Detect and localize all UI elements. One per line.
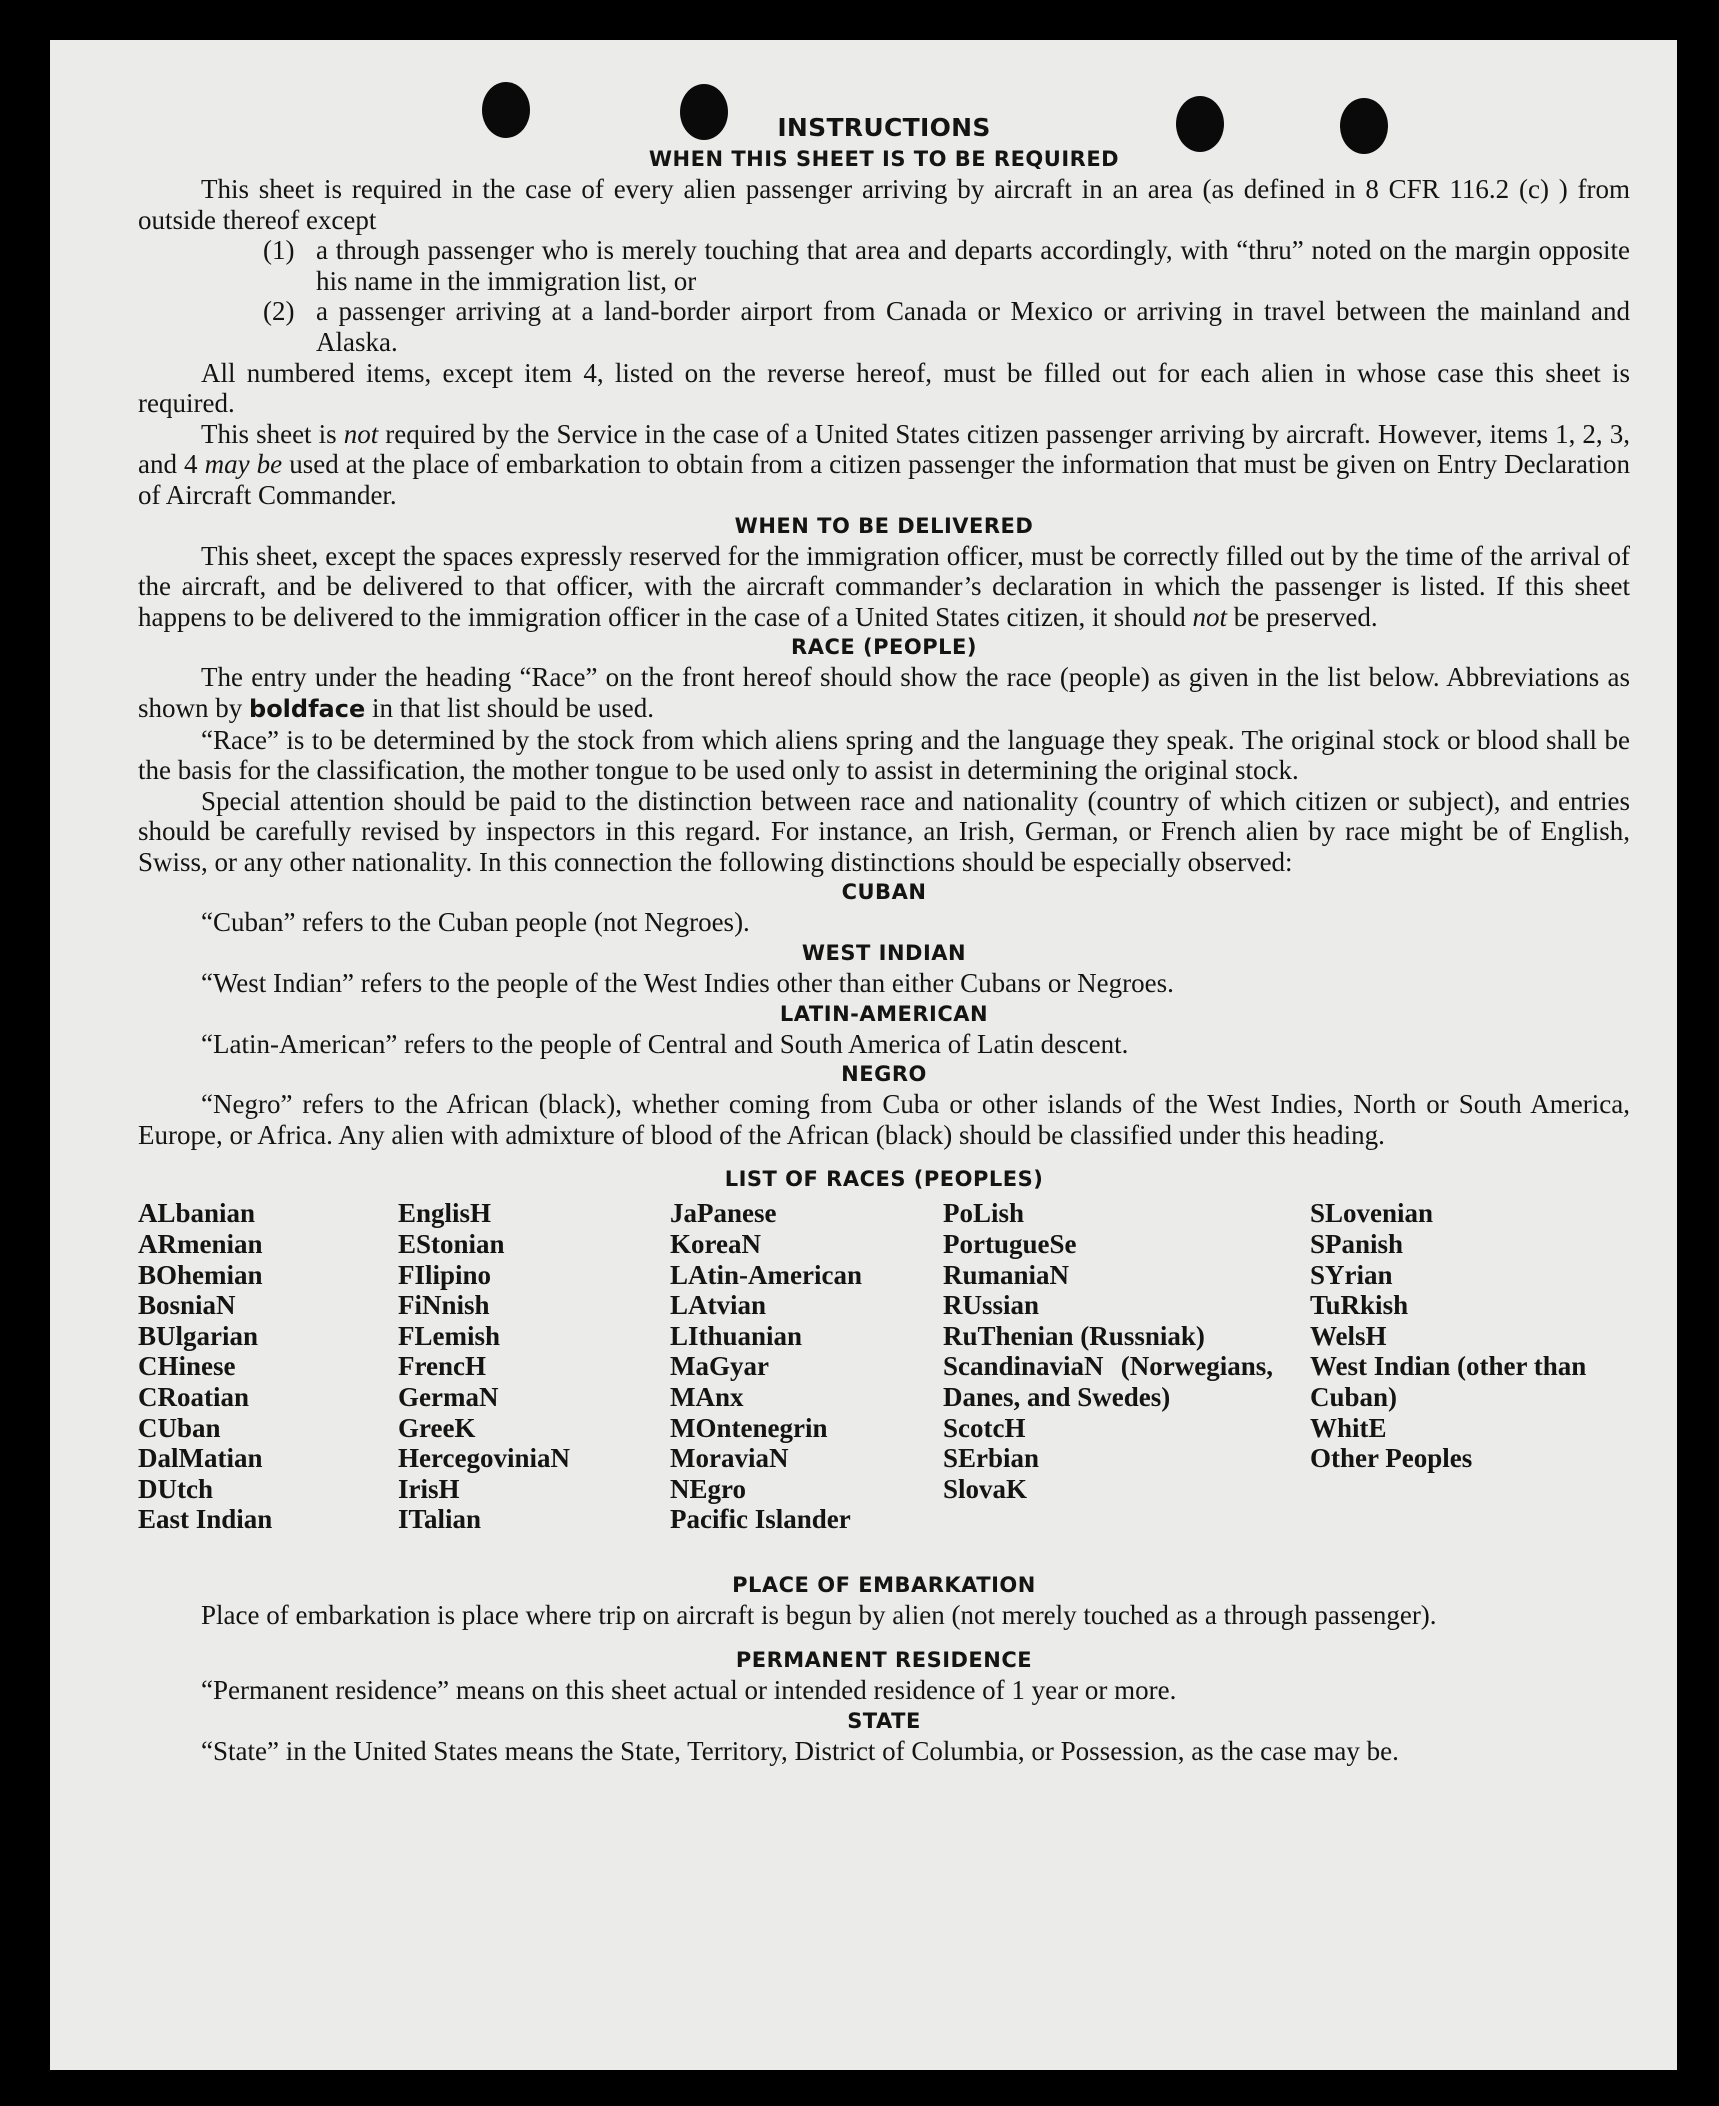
race-item: FIlipino bbox=[398, 1259, 492, 1290]
race-item: LAtvian bbox=[670, 1290, 767, 1321]
document-sheet bbox=[50, 40, 1677, 2070]
race-item: FrencH bbox=[398, 1351, 486, 1382]
race-item: LIthuanian bbox=[670, 1320, 803, 1351]
race-item: WelsH bbox=[1310, 1320, 1387, 1351]
list-item bbox=[138, 235, 1630, 296]
race-item: ARmenian bbox=[138, 1229, 263, 1260]
paragraph: Special attention should be paid to the distinction between race and nationality (country of which citizen or subject), and entries should be carefully revised by inspectors in this regard. For instance, an Irish, German, or French alien by race might be of English, Swiss, or any other nationality. In this connection the following distinctions should be especially observed: bbox=[138, 785, 1630, 877]
race-item: TuRkish bbox=[1310, 1290, 1409, 1321]
emphasis: not bbox=[343, 418, 379, 449]
race-item: BUlgarian bbox=[138, 1320, 259, 1351]
race-item: SLovenian bbox=[1310, 1198, 1434, 1229]
race-item: EnglisH bbox=[398, 1198, 492, 1229]
paragraph: “Cuban” refers to the Cuban people (not Negroes). bbox=[201, 907, 750, 938]
race-item: CUban bbox=[138, 1412, 221, 1443]
text-run: required by the Service in the case of a United States citizen passenger arriving by aircraft. However, items 1, 2, 3, and 4 bbox=[138, 418, 1630, 480]
section-title-permanent-residence: PERMANENT RESIDENCE bbox=[735, 1648, 1033, 1673]
race-item: Pacific Islander bbox=[670, 1504, 851, 1535]
race-item: GermaN bbox=[398, 1382, 499, 1412]
race-item: NEgro bbox=[670, 1473, 747, 1504]
item-text: a passenger arriving at a land-border airport from Canada or Mexico or arriving in travel between the mainland and Alaska. bbox=[316, 296, 1630, 357]
paragraph: “West Indian” refers to the people of the West Indies other than either Cubans or Negroes. bbox=[201, 968, 1174, 999]
text-run: This sheet, except the spaces expressly reserved for the immigration officer, must be correctly filled out by the time of the arrival of the aircraft, and be delivered to that officer, with the aircraft commander’s declaration in which the passenger is listed. If this sheet happens to be delivered to the immigration officer in the case of a United States citizen, it should bbox=[138, 540, 1630, 632]
race-item: FLemish bbox=[398, 1320, 501, 1351]
emphasis: may be bbox=[204, 449, 283, 480]
item-number: (2) bbox=[263, 296, 295, 327]
paragraph: “Permanent residence” means on this sheet actual or intended residence of 1 year or more. bbox=[201, 1675, 1177, 1706]
race-item: DalMatian bbox=[138, 1443, 263, 1474]
race-item: KoreaN bbox=[670, 1229, 761, 1260]
race-item: CHinese bbox=[138, 1351, 236, 1382]
instructions-content bbox=[138, 112, 1630, 1766]
race-item: MoraviaN bbox=[670, 1443, 789, 1474]
paragraph: This sheet is required in the case of every alien passenger arriving by aircraft in an area (as defined in 8 CFR 116.2 (c) ) from outside thereof except bbox=[138, 174, 1630, 235]
page-title: INSTRUCTIONS bbox=[777, 113, 991, 142]
race-item-text: ScandinaviaN (Norwegians, Danes, and Swedes) bbox=[943, 1351, 1273, 1412]
race-item: MaGyar bbox=[670, 1351, 769, 1382]
list-item bbox=[138, 296, 1630, 357]
race-column-4 bbox=[943, 1198, 1273, 1504]
race-item: PoLish bbox=[943, 1198, 1025, 1229]
race-column-1 bbox=[138, 1198, 388, 1535]
race-item: East Indian bbox=[138, 1504, 273, 1535]
race-item: ScotcH bbox=[943, 1412, 1026, 1443]
race-item: RuThenian (Russniak) bbox=[943, 1320, 1205, 1351]
race-item: CRoatian bbox=[138, 1382, 250, 1412]
race-item: SErbian bbox=[943, 1443, 1040, 1474]
paragraph: Place of embarkation is place where trip on aircraft is begun by alien (not merely touched as a through passenger). bbox=[201, 1600, 1437, 1631]
race-item: RumaniaN bbox=[943, 1259, 1070, 1290]
item-text: a through passenger who is merely touching that area and departs accordingly, with “thru” noted on the margin opposite his name in the immigration list, or bbox=[316, 235, 1630, 296]
text-run: in that list should be used. bbox=[365, 692, 654, 723]
paragraph bbox=[138, 419, 1630, 511]
section-title-race-list: LIST OF RACES (PEOPLES) bbox=[724, 1167, 1044, 1192]
race-list bbox=[138, 1198, 1630, 1570]
paragraph bbox=[138, 541, 1630, 633]
text-run: used at the place of embarkation to obtain from a citizen passenger the information that must be given on Entry Declaration of Aircraft Commander. bbox=[138, 449, 1631, 510]
race-item bbox=[943, 1351, 1273, 1412]
section-title-embarkation: PLACE OF EMBARKATION bbox=[732, 1573, 1036, 1598]
race-item: SlovaK bbox=[943, 1473, 1028, 1504]
race-column-3 bbox=[670, 1198, 935, 1535]
race-item: MAnx bbox=[670, 1382, 744, 1412]
section-title-state: STATE bbox=[847, 1708, 921, 1733]
race-item: PortugueSe bbox=[943, 1229, 1077, 1260]
race-item: ITalian bbox=[398, 1504, 482, 1535]
emphasis: not bbox=[1192, 601, 1227, 632]
subheading-latin-american: LATIN-AMERICAN bbox=[779, 1001, 989, 1026]
section-title-race: RACE (PEOPLE) bbox=[791, 635, 977, 660]
subheading-cuban: CUBAN bbox=[841, 880, 927, 905]
race-column-2 bbox=[398, 1198, 658, 1535]
race-item: MOntenegrin bbox=[670, 1412, 828, 1443]
race-item: ALbanian bbox=[138, 1198, 256, 1229]
race-item: RUssian bbox=[943, 1290, 1040, 1321]
item-number: (1) bbox=[263, 235, 295, 266]
race-item: Other Peoples bbox=[1310, 1443, 1473, 1474]
paragraph: “Latin-American” refers to the people of Central and South America of Latin descent. bbox=[201, 1028, 1129, 1059]
paragraph: “State” in the United States means the State, Territory, District of Columbia, or Possession, as the case may be. bbox=[201, 1735, 1399, 1766]
subheading-negro: NEGRO bbox=[841, 1062, 927, 1087]
subheading-west-indian: WEST INDIAN bbox=[801, 941, 967, 966]
race-item: SYrian bbox=[1310, 1259, 1393, 1290]
race-item: JaPanese bbox=[670, 1198, 777, 1229]
section-title-required: WHEN THIS SHEET IS TO BE REQUIRED bbox=[648, 147, 1120, 171]
race-column-5 bbox=[1310, 1198, 1610, 1473]
race-item: FiNnish bbox=[398, 1290, 490, 1321]
race-item: WhitE bbox=[1310, 1412, 1387, 1443]
paragraph: “Race” is to be determined by the stock from which aliens spring and the language they speak. The original stock or blood shall be the basis for the classification, the mother tongue to be used only to assist in determining the original stock. bbox=[138, 724, 1630, 786]
section-title-delivered: WHEN TO BE DELIVERED bbox=[734, 513, 1034, 538]
race-item: HercegoviniaN bbox=[398, 1443, 570, 1474]
text-run: be preserved. bbox=[1226, 601, 1378, 632]
race-item: BOhemian bbox=[138, 1259, 263, 1290]
paragraph: All numbered items, except item 4, listed on the reverse hereof, must be filled out for each alien in whose case this sheet is required. bbox=[138, 357, 1630, 419]
race-item: West Indian (other than Cuban) bbox=[1310, 1351, 1587, 1412]
race-item: GreeK bbox=[398, 1412, 476, 1443]
race-item: DUtch bbox=[138, 1473, 213, 1504]
race-item: BosniaN bbox=[138, 1290, 236, 1321]
race-item: EStonian bbox=[398, 1229, 505, 1260]
paragraph bbox=[138, 662, 1630, 724]
text-run: The entry under the heading “Race” on the front hereof should show the race (people) as given in the list below. Abbreviations as shown by bbox=[138, 662, 1630, 723]
emphasis: boldface bbox=[249, 694, 366, 723]
race-item: LAtin-American bbox=[670, 1259, 862, 1290]
text-run: This sheet is bbox=[201, 418, 344, 449]
race-item: SPanish bbox=[1310, 1229, 1404, 1260]
race-item: IrisH bbox=[398, 1473, 460, 1504]
paragraph: “Negro” refers to the African (black), whether coming from Cuba or other islands of the West Indies, North or South America, Europe, or Africa. Any alien with admixture of blood of the African (black) should be classified under this heading. bbox=[138, 1089, 1630, 1150]
